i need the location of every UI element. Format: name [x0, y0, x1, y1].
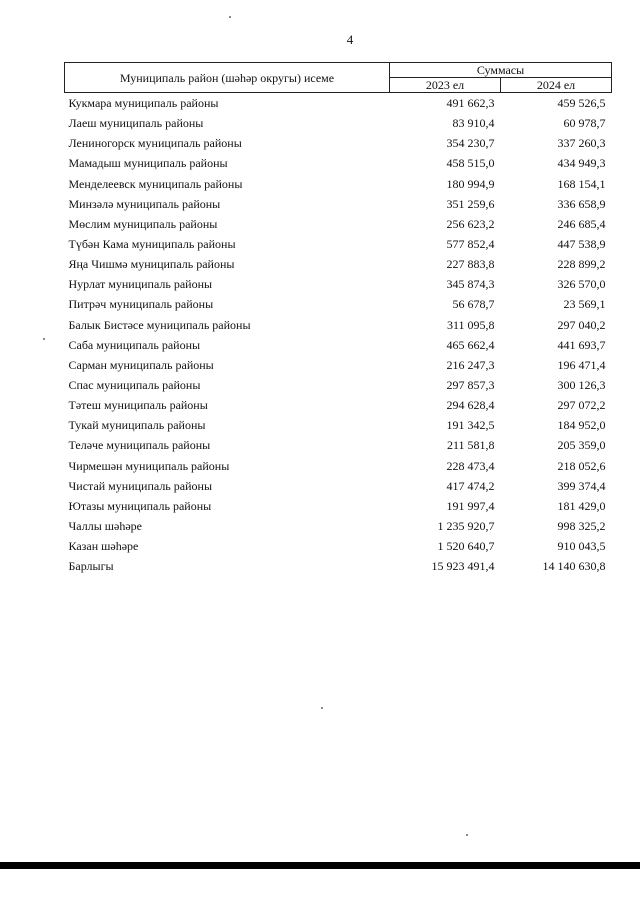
district-name: Ютазы муниципаль районы	[68, 498, 212, 513]
amount-2024: 326 570,0	[557, 277, 606, 292]
amount-2024: 181 429,0	[557, 498, 606, 513]
scan-speck	[321, 707, 323, 709]
amount-2023: 191 342,5	[446, 418, 495, 433]
amount-2024: 196 471,4	[557, 357, 606, 372]
amount-2024: 228 899,2	[557, 257, 606, 272]
amount-2024: 23 569,1	[563, 297, 606, 312]
district-name: Түбән Кама муниципаль районы	[68, 237, 236, 252]
amount-2023: 211 581,8	[446, 438, 495, 453]
amount-2023: 417 474,2	[446, 478, 495, 493]
amount-column-header: Суммасы	[390, 63, 612, 78]
amount-2024: 447 538,9	[557, 237, 606, 252]
amount-2023: 227 883,8	[446, 257, 495, 272]
amount-2024: 60 978,7	[563, 116, 606, 131]
amount-2024: 184 952,0	[557, 418, 606, 433]
scan-speck	[466, 834, 468, 836]
table-row	[65, 254, 612, 274]
district-name: Теләче муниципаль районы	[68, 438, 211, 453]
table-row	[65, 335, 612, 355]
table-row	[65, 456, 612, 476]
amount-2024: 205 359,0	[557, 438, 606, 453]
district-name: Нурлат муниципаль районы	[68, 277, 213, 292]
amount-2023: 351 259,6	[446, 196, 495, 211]
table-row	[65, 113, 612, 133]
amount-2024: 336 658,9	[557, 196, 606, 211]
district-name: Тәтеш муниципаль районы	[68, 398, 208, 413]
table-row	[65, 153, 612, 173]
district-name: Минзәлә муниципаль районы	[68, 196, 221, 211]
table-row	[65, 133, 612, 153]
amount-2023: 191 997,4	[446, 498, 495, 513]
district-name: Чирмешән муниципаль районы	[68, 458, 230, 473]
district-name: Мамадыш муниципаль районы	[68, 156, 228, 171]
total-2023: 15 923 491,4	[431, 559, 495, 574]
table-row	[65, 93, 612, 114]
amount-2024: 168 154,1	[557, 176, 606, 191]
amount-2023: 458 515,0	[446, 156, 495, 171]
amount-2023: 311 095,8	[446, 317, 495, 332]
table-row	[65, 375, 612, 395]
year-2023-header: 2023 ел	[390, 78, 501, 93]
amount-2024: 459 526,5	[557, 96, 606, 111]
table-row	[65, 194, 612, 214]
scan-speck	[229, 16, 231, 18]
total-row	[65, 556, 612, 576]
district-name: Сарман муниципаль районы	[68, 357, 214, 372]
amount-2023: 465 662,4	[446, 337, 495, 352]
amount-2024: 434 949,3	[557, 156, 606, 171]
amount-2023: 577 852,4	[446, 237, 495, 252]
district-name: Мөслим муниципаль районы	[68, 216, 218, 231]
amount-2024: 399 374,4	[557, 478, 606, 493]
amount-2024: 910 043,5	[557, 539, 606, 554]
table-row	[65, 395, 612, 415]
table-row	[65, 435, 612, 455]
district-name: Менделеевск муниципаль районы	[68, 176, 243, 191]
scan-edge-bar	[0, 862, 640, 869]
amount-2023: 354 230,7	[446, 136, 495, 151]
district-name: Тукай муниципаль районы	[68, 418, 206, 433]
amount-2024: 297 040,2	[557, 317, 606, 332]
amount-2024: 246 685,4	[557, 216, 606, 231]
amount-2023: 1 520 640,7	[437, 539, 495, 554]
amount-2023: 180 994,9	[446, 176, 495, 191]
table-row	[65, 214, 612, 234]
district-name: Саба муниципаль районы	[68, 337, 201, 352]
amount-2023: 256 623,2	[446, 216, 495, 231]
amount-2023: 56 678,7	[452, 297, 495, 312]
district-name: Яңа Чишмә муниципаль районы	[68, 257, 235, 272]
table-row	[65, 274, 612, 294]
district-name: Спас муниципаль районы	[68, 378, 201, 393]
amount-2024: 441 693,7	[557, 337, 606, 352]
year-2024-header: 2024 ел	[501, 78, 612, 93]
total-label: Барлыгы	[68, 559, 114, 574]
district-name: Балык Бистәсе муниципаль районы	[68, 317, 251, 332]
amount-2023: 297 857,3	[446, 378, 495, 393]
table-row	[65, 476, 612, 496]
amount-2024: 998 325,2	[557, 519, 606, 534]
district-name: Лениногорск муниципаль районы	[68, 136, 242, 151]
amount-2024: 337 260,3	[557, 136, 606, 151]
amount-2024: 300 126,3	[557, 378, 606, 393]
district-name: Чистай муниципаль районы	[68, 478, 213, 493]
table-body	[65, 93, 612, 577]
table-row	[65, 174, 612, 194]
page-number: 4	[346, 32, 354, 47]
table-row	[65, 234, 612, 254]
scan-speck	[43, 338, 45, 340]
table-row	[65, 536, 612, 556]
table-row	[65, 315, 612, 335]
budget-table	[64, 62, 612, 576]
amount-2023: 216 247,3	[446, 357, 495, 372]
table-row	[65, 516, 612, 536]
district-name: Лаеш муниципаль районы	[68, 116, 204, 131]
name-column-header: Муниципаль район (шәһәр округы) исеме	[65, 63, 390, 93]
total-2024: 14 140 630,8	[542, 559, 606, 574]
district-name: Чаллы шәһәре	[68, 519, 142, 534]
amount-2023: 294 628,4	[446, 398, 495, 413]
amount-2023: 228 473,4	[446, 458, 495, 473]
amount-2024: 218 052,6	[557, 458, 606, 473]
amount-2023: 1 235 920,7	[437, 519, 495, 534]
amount-2023: 345 874,3	[446, 277, 495, 292]
table-row	[65, 415, 612, 435]
district-name: Казан шәһәре	[68, 539, 139, 554]
table-row	[65, 294, 612, 314]
table-row	[65, 496, 612, 516]
amount-2023: 491 662,3	[446, 96, 495, 111]
district-name: Кукмара муниципаль районы	[68, 96, 219, 111]
amount-2024: 297 072,2	[557, 398, 606, 413]
district-name: Питрәч муниципаль районы	[68, 297, 214, 312]
table-row	[65, 355, 612, 375]
amount-2023: 83 910,4	[452, 116, 495, 131]
